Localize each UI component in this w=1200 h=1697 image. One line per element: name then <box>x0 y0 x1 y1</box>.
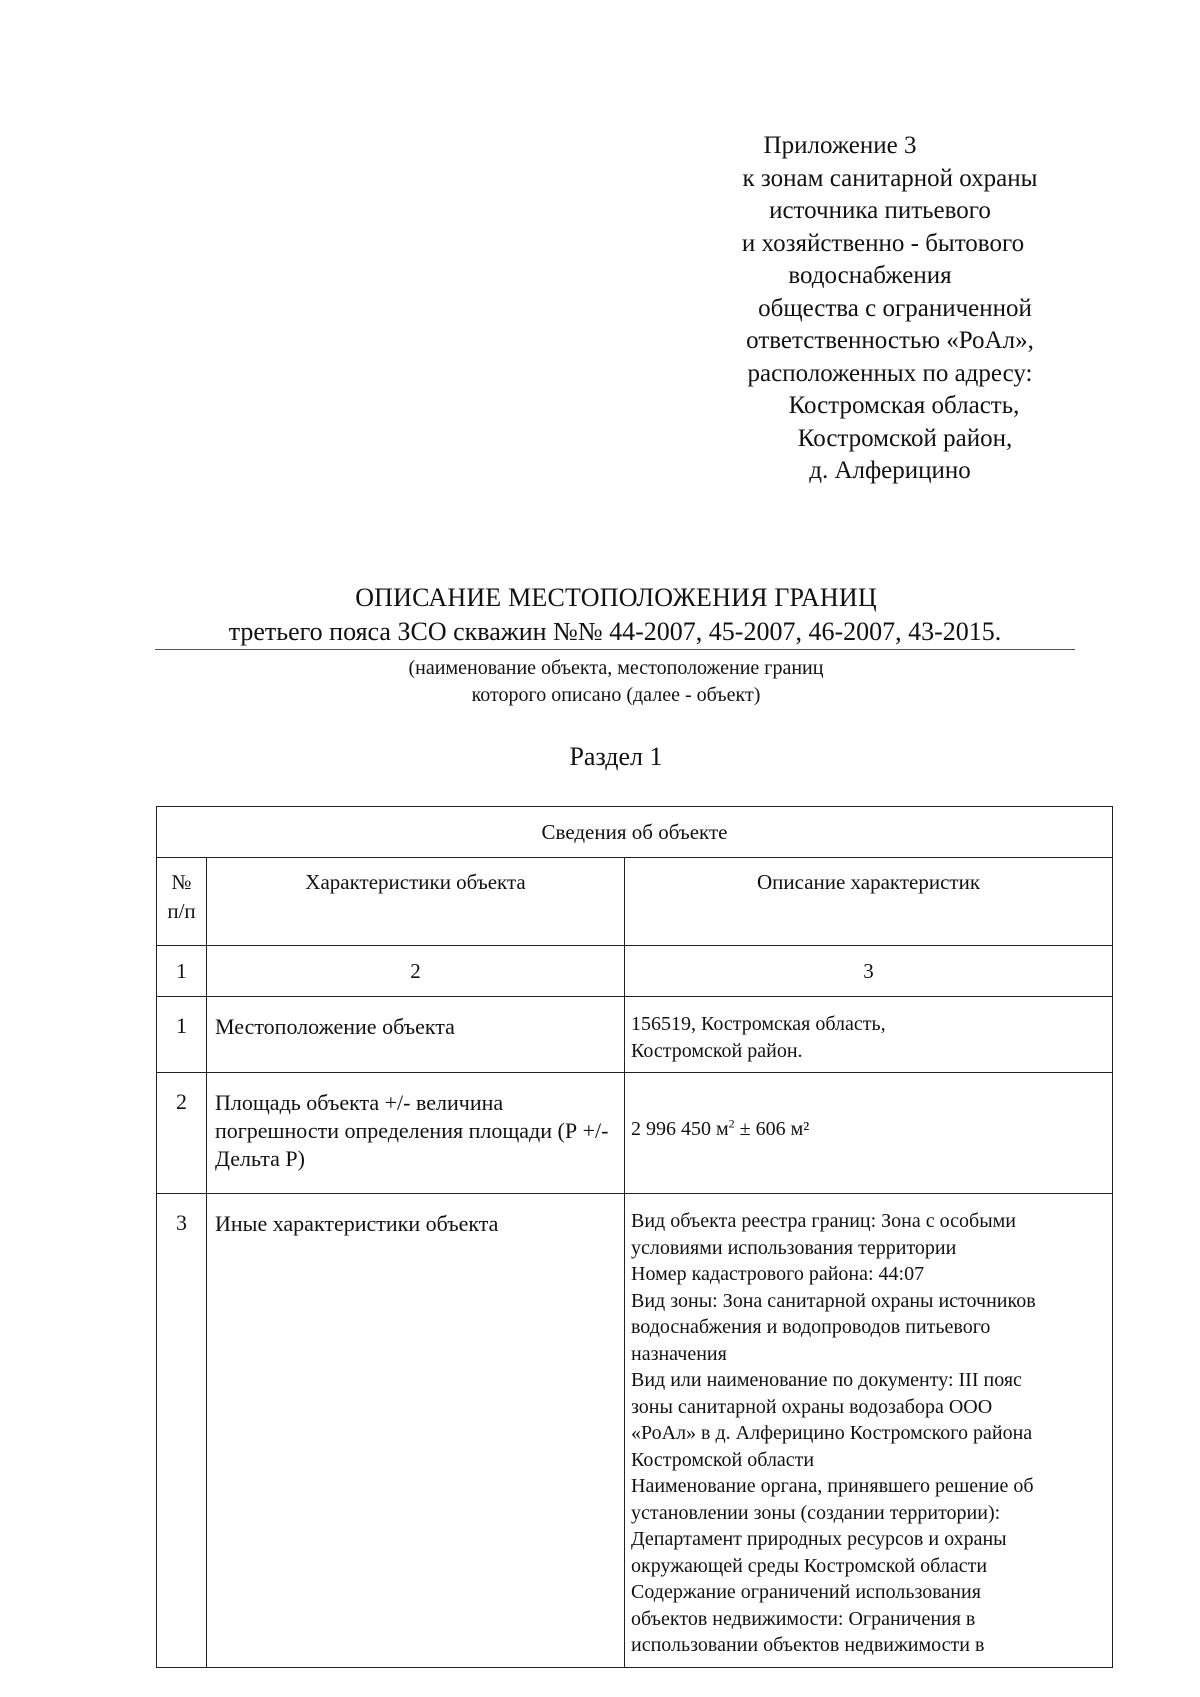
row-number: 1 <box>157 997 207 1073</box>
appendix-line: общества с ограниченной <box>758 294 1032 322</box>
column-number: 3 <box>625 946 1113 997</box>
area-value: 2 996 450 м <box>631 1117 729 1140</box>
appendix-line: Костромская область, <box>788 392 1020 419</box>
description-line: назначения <box>631 1342 727 1365</box>
header-num-line: п/п <box>167 899 196 923</box>
header-num <box>157 858 207 946</box>
document-subtitle: третьего пояса ЗСО скважин №№ 44-2007, 45-2007, 46-2007, 43-2015. <box>155 617 1075 650</box>
description-line: Костромской район. <box>631 1039 803 1062</box>
description-line: 156519, Костромская область, <box>631 1013 886 1035</box>
description-line: зоны санитарной охраны водозабора ООО <box>631 1395 993 1418</box>
row-characteristic: Местоположение объекта <box>207 997 625 1073</box>
appendix-line: и хозяйственно - бытового <box>741 229 1025 257</box>
table-header-row <box>157 858 1113 946</box>
header-description: Описание характеристик <box>625 858 1113 946</box>
table-caption-row <box>157 807 1113 858</box>
row-characteristic: Площадь объекта +/- величина погрешности определения площади (Р +/- Дельта Р) <box>207 1073 625 1194</box>
description-line: Номер кадастрового района: 44:07 <box>631 1263 925 1285</box>
header-characteristics: Характеристики объекта <box>207 858 625 946</box>
appendix-line: водоснабжения <box>788 262 952 289</box>
description-line: Вид объекта реестра границ: Зона с особыми <box>631 1210 1016 1232</box>
description-line: Департамент природных ресурсов и охраны <box>631 1528 1007 1550</box>
description-line: условиями использования территории <box>631 1236 957 1259</box>
appendix-line: Костромской район, <box>797 424 1013 452</box>
object-info-table <box>156 806 1113 1668</box>
description-line: Наименование органа, принявшего решение об <box>631 1475 1034 1497</box>
description-line: водоснабжения и водопроводов питьевого <box>631 1316 991 1338</box>
document-title: ОПИСАНИЕ МЕСТОПОЛОЖЕНИЯ ГРАНИЦ <box>355 583 877 612</box>
description-line: использовании объектов недвижимости в <box>631 1634 985 1656</box>
area-unit-exponent: 2 <box>728 1116 735 1131</box>
appendix-line: расположенных по адресу: <box>747 359 1033 387</box>
description-line: «РоАл» в д. Алферицино Костромского района <box>631 1422 1033 1444</box>
description-line: установлении зоны (создании территории): <box>631 1501 1001 1524</box>
description-line: окружающей среды Костромской области <box>631 1554 988 1577</box>
description-line: Вид зоны: Зона санитарной охраны источников <box>631 1289 1036 1312</box>
header-num-line: № <box>171 870 192 894</box>
table-caption: Сведения об объекте <box>157 807 1113 858</box>
table-row <box>157 997 1113 1073</box>
description-line: Содержание ограничений использования <box>631 1581 981 1603</box>
title-caption-line: которого описано (далее - объект) <box>471 684 761 706</box>
title-caption <box>0 655 1200 709</box>
table-row <box>157 1073 1113 1194</box>
row-number: 2 <box>157 1073 207 1194</box>
column-number: 2 <box>207 946 625 997</box>
row-number: 3 <box>157 1194 207 1668</box>
appendix-line: источника питьевого <box>769 197 991 224</box>
column-number: 1 <box>157 946 207 997</box>
table-row <box>157 1194 1113 1668</box>
appendix-line: д. Алферицино <box>809 457 971 484</box>
appendix-line: Приложение 3 <box>763 132 917 159</box>
row-description <box>625 1194 1113 1668</box>
row-description <box>625 997 1113 1073</box>
section-title: Раздел 1 <box>569 742 663 771</box>
description-line: объектов недвижимости: Ограничения в <box>631 1607 976 1630</box>
row-characteristic: Иные характеристики объекта <box>207 1194 625 1668</box>
appendix-line: ответственностью «РоАл», <box>746 327 1034 354</box>
title-caption-line: (наименование объекта, местоположение границ <box>408 657 824 679</box>
appendix-heading <box>690 130 1090 488</box>
appendix-line: к зонам санитарной охраны <box>742 164 1038 192</box>
description-line: Вид или наименование по документу: III пояс <box>631 1369 1022 1391</box>
row-description <box>625 1073 1113 1194</box>
column-number-row <box>157 946 1113 997</box>
area-tolerance: ± 606 м² <box>734 1117 810 1140</box>
description-line: Костромской области <box>631 1448 815 1471</box>
